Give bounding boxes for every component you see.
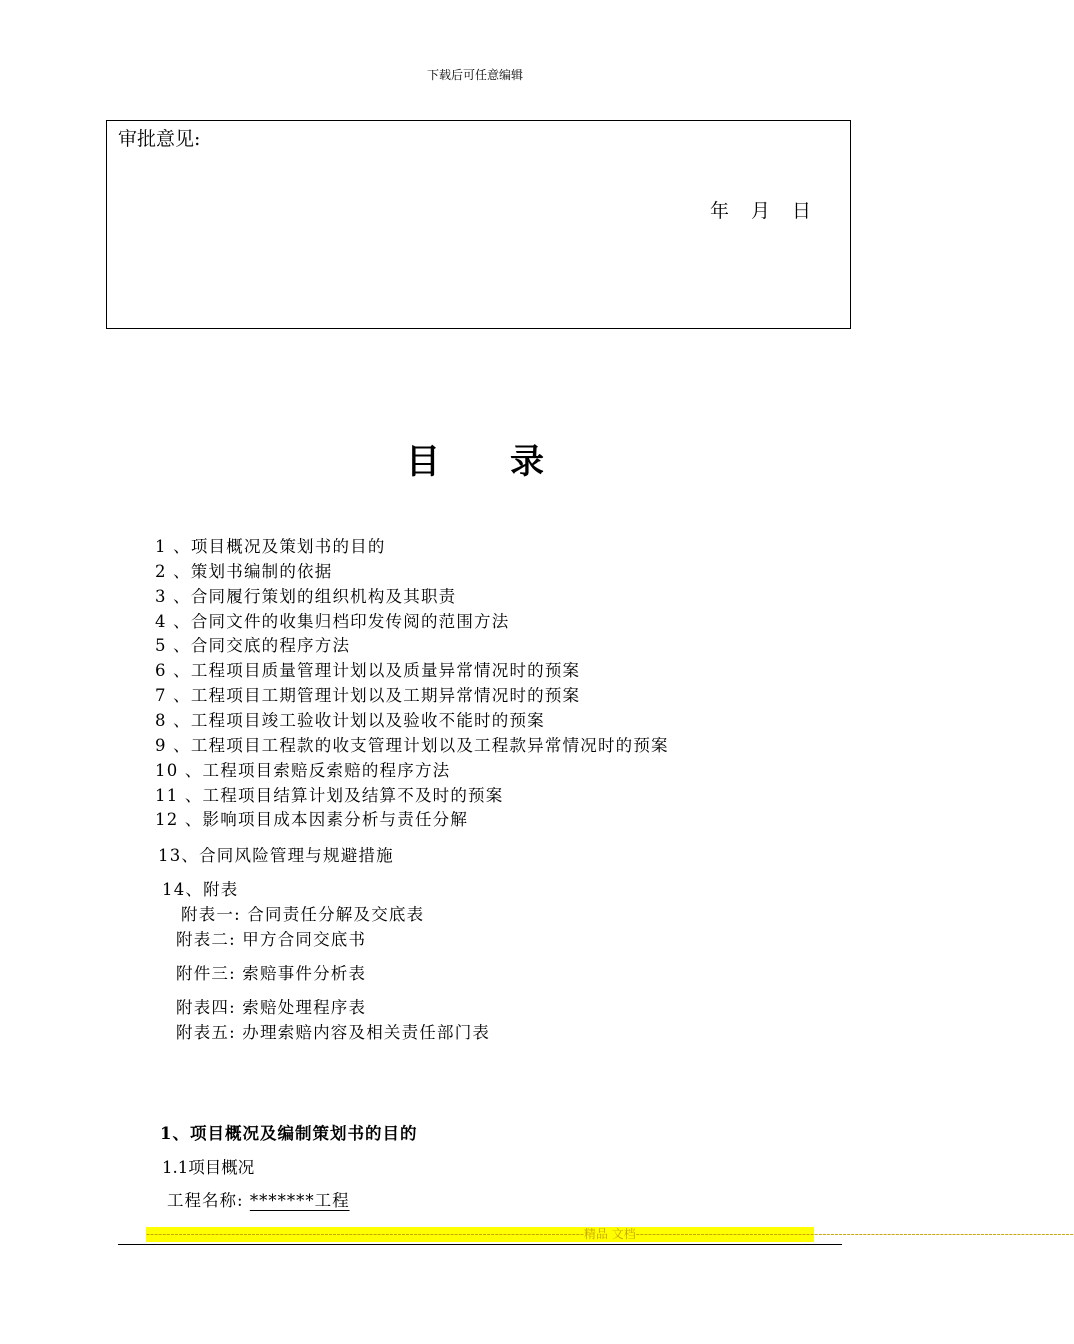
footer-dash-left: ------------------------------------------------------------------------------------------------------------ <box>146 1227 584 1241</box>
project-name-line <box>167 1187 350 1211</box>
toc-item-3: 3 、合同履行策划的组织机构及其职责 <box>155 587 457 606</box>
header-note: 下载后可任意编辑 <box>426 68 523 82</box>
approval-label: 审批意见: <box>118 128 201 150</box>
toc-item-4: 4 、合同文件的收集归档印发传阅的范围方法 <box>155 612 510 631</box>
section-1-1-heading: 1.1项目概况 <box>162 1158 255 1177</box>
toc-item-14: 14、附表 <box>162 880 239 899</box>
toc-appendix-4: 附表四: 索赔处理程序表 <box>176 998 367 1017</box>
toc-appendix-2: 附表二: 甲方合同交底书 <box>176 930 367 949</box>
approval-box <box>106 120 851 329</box>
footer-center-text: 精品 文档 <box>583 1227 636 1241</box>
toc-appendix-5: 附表五: 办理索赔内容及相关责任部门表 <box>176 1023 491 1042</box>
toc-item-10: 10 、工程项目索赔反索赔的程序方法 <box>155 761 451 780</box>
toc-item-6: 6 、工程项目质量管理计划以及质量异常情况时的预案 <box>155 661 581 680</box>
approval-date <box>710 196 811 223</box>
toc-appendix-3: 附件三: 索赔事件分析表 <box>176 964 367 983</box>
toc-item-12: 12 、影响项目成本因素分析与责任分解 <box>155 810 469 829</box>
toc-title: 目录 <box>406 442 614 482</box>
footer-dash-right: ------------------------------------------------------------------------------------------------------------ <box>635 1227 1074 1241</box>
section-1-heading: 1、项目概况及编制策划书的目的 <box>160 1124 418 1143</box>
footer-rule <box>118 1244 842 1245</box>
project-name-value: *******工程 <box>249 1191 350 1210</box>
toc-appendix-1: 附表一: 合同责任分解及交底表 <box>181 905 425 924</box>
date-month: 月 <box>751 200 771 222</box>
toc-item-5: 5 、合同交底的程序方法 <box>155 636 351 655</box>
toc-item-2: 2 、策划书编制的依据 <box>155 562 333 581</box>
date-day: 日 <box>792 200 812 222</box>
toc-item-9: 9 、工程项目工程款的收支管理计划以及工程款异常情况时的预案 <box>155 736 669 755</box>
toc-item-1: 1 、项目概况及策划书的目的 <box>155 537 386 556</box>
toc-item-13: 13、合同风险管理与规避措施 <box>158 846 394 865</box>
date-year: 年 <box>710 200 730 222</box>
toc-item-7: 7 、工程项目工期管理计划以及工期异常情况时的预案 <box>155 686 581 705</box>
project-name-label: 工程名称: <box>167 1191 250 1210</box>
toc-item-8: 8 、工程项目竣工验收计划以及验收不能时的预案 <box>155 711 545 730</box>
toc-item-11: 11 、工程项目结算计划及结算不及时的预案 <box>155 786 504 805</box>
footer-band <box>146 1227 1074 1242</box>
